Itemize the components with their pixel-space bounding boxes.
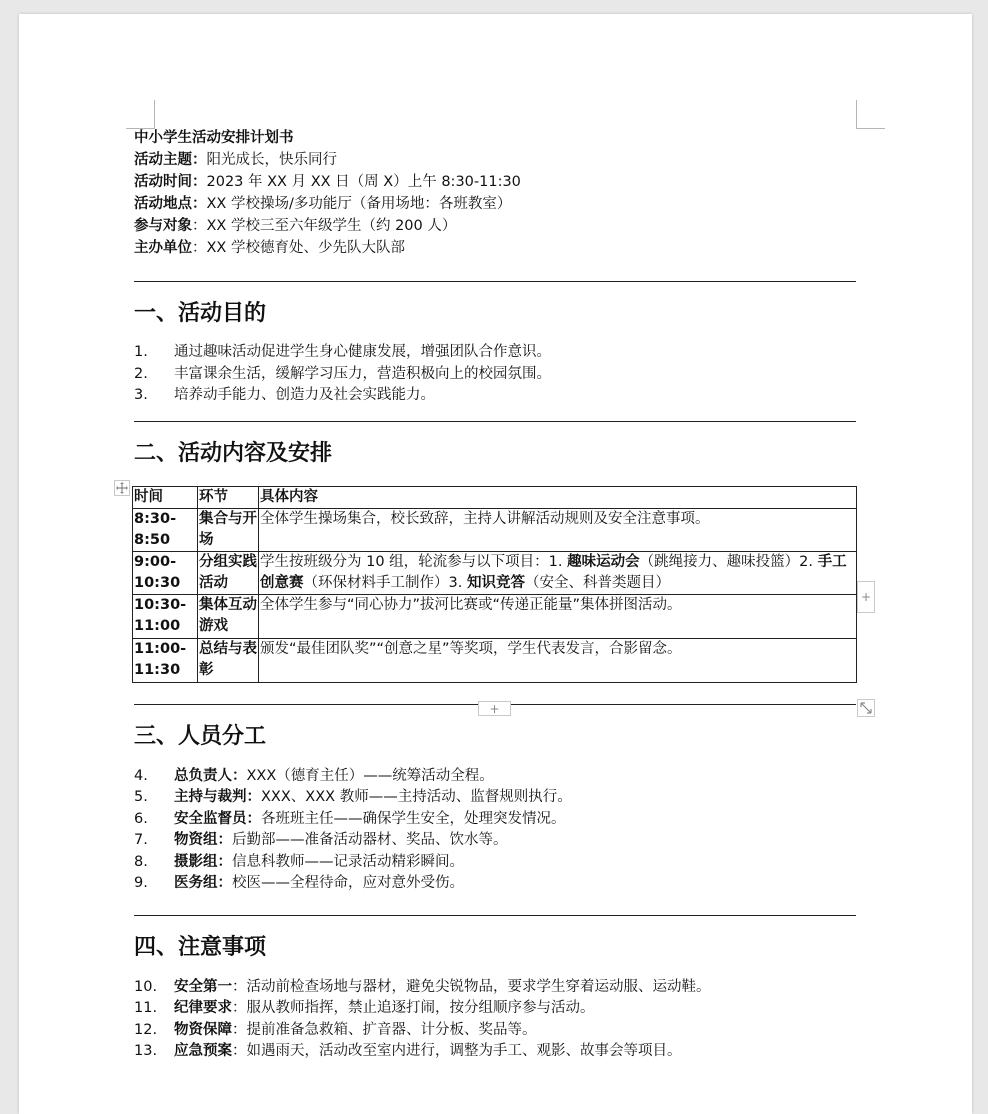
header-stage: 环节 xyxy=(198,486,259,508)
cell-content[interactable]: 全体学生参与“同心协力”拔河比赛或“传递正能量”集体拼图活动。 xyxy=(259,594,857,638)
cell-time[interactable]: 8:30-8:50 xyxy=(133,508,198,551)
section-heading-schedule: 二、活动内容及安排 xyxy=(134,439,333,466)
cell-stage[interactable]: 集合与开场 xyxy=(198,508,259,551)
list-item: 10. 安全第一：活动前检查场地与器材，避免尖锐物品，要求学生穿着运动服、运动鞋。 xyxy=(134,978,711,995)
header-time: 时间 xyxy=(133,486,198,508)
move-icon[interactable] xyxy=(114,480,130,496)
table-row[interactable] xyxy=(133,594,857,638)
document-page[interactable] xyxy=(19,14,972,1114)
info-label: 活动主题 xyxy=(134,152,192,168)
info-row-participants: 参与对象：XX 学校三至六年级学生（约 200 人） xyxy=(134,218,457,234)
cell-time[interactable]: 9:00-10:30 xyxy=(133,551,198,594)
document-body[interactable] xyxy=(134,127,856,1063)
list-item: 12. 物资保障：提前准备急救箱、扩音器、计分板、奖品等。 xyxy=(134,1021,537,1038)
notes-list xyxy=(134,977,856,1063)
add-row-plus-icon[interactable]: + xyxy=(478,701,511,716)
info-value: 2023 年 XX 月 XX 日（周 X）上午 8:30-11:30 xyxy=(206,174,521,190)
cell-stage[interactable]: 总结与表彰 xyxy=(198,638,259,682)
table-row[interactable] xyxy=(133,638,857,682)
info-value: XX 学校操场/多功能厅（备用场地：各班教室） xyxy=(206,196,512,212)
cell-content[interactable]: 全体学生操场集合，校长致辞，主持人讲解活动规则及安全注意事项。 xyxy=(259,508,857,551)
header-content: 具体内容 xyxy=(259,486,857,508)
horizontal-rule xyxy=(134,915,856,916)
margin-corner-top-right xyxy=(856,100,885,129)
section-heading-purpose: 一、活动目的 xyxy=(134,300,267,326)
info-value: XX 学校三至六年级学生（约 200 人） xyxy=(206,218,457,234)
info-label: 主办单位 xyxy=(134,240,192,256)
horizontal-rule xyxy=(134,421,856,422)
staff-list xyxy=(134,766,856,895)
info-value: XX 学校德育处、少先队大队部 xyxy=(206,240,405,256)
table-header-row xyxy=(133,486,857,508)
info-row-organizer: 主办单位：XX 学校德育处、少先队大队部 xyxy=(134,240,405,256)
info-label: 活动地点 xyxy=(134,196,192,212)
cell-stage[interactable]: 集体互动游戏 xyxy=(198,594,259,638)
list-item: 7. 物资组：后勤部——准备活动器材、奖品、饮水等。 xyxy=(134,832,508,848)
cell-content[interactable]: 学生按班级分为 10 组，轮流参与以下项目：1. 趣味运动会（跳绳接力、趣味投篮）2. 手工创意赛（环保材料手工制作）3. 知识竞答（安全、科普类题目） xyxy=(259,551,857,594)
list-item: 3. 培养动手能力、创造力及社会实践能力。 xyxy=(134,387,435,403)
table-row[interactable] xyxy=(133,551,857,594)
list-item: 2. 丰富课余生活，缓解学习压力，营造积极向上的校园氛围。 xyxy=(134,365,551,382)
schedule-table[interactable] xyxy=(132,486,857,683)
list-item: 1. 通过趣味活动促进学生身心健康发展，增强团队合作意识。 xyxy=(134,344,551,360)
list-item: 13. 应急预案：如遇雨天，活动改至室内进行，调整为手工、观影、故事会等项目。 xyxy=(134,1043,682,1059)
resize-icon[interactable] xyxy=(857,699,875,717)
info-label: 参与对象 xyxy=(134,218,192,234)
info-value: 阳光成长，快乐同行 xyxy=(206,152,337,168)
margin-corner-top-left xyxy=(126,100,155,129)
list-item: 8. 摄影组：信息科教师——记录活动精彩瞬间。 xyxy=(134,853,464,870)
info-row-theme: 活动主题：阳光成长，快乐同行 xyxy=(134,152,337,168)
purpose-list xyxy=(134,342,856,407)
cell-content[interactable]: 颁发“最佳团队奖”“创意之星”等奖项，学生代表发言，合影留念。 xyxy=(259,638,857,682)
add-column-plus-icon[interactable]: + xyxy=(857,581,875,613)
cell-time[interactable]: 10:30-11:00 xyxy=(133,594,198,638)
section-heading-notes: 四、注意事项 xyxy=(134,933,267,960)
document-header-info xyxy=(134,127,856,259)
section-heading-staff: 三、人员分工 xyxy=(134,722,267,749)
cell-time[interactable]: 11:00-11:30 xyxy=(133,638,198,682)
list-item: 5. 主持与裁判：XXX、XXX 教师——主持活动、监督规则执行。 xyxy=(134,789,572,805)
list-item: 9. 医务组：校医——全程待命，应对意外受伤。 xyxy=(134,875,464,891)
list-item: 6. 安全监督员：各班班主任——确保学生安全，处理突发情况。 xyxy=(134,810,566,827)
cell-stage[interactable]: 分组实践活动 xyxy=(198,551,259,594)
list-item: 4. 总负责人：XXX（德育主任）——统筹活动全程。 xyxy=(134,767,494,784)
list-item: 11. 纪律要求：服从教师指挥，禁止追逐打闹，按分组顺序参与活动。 xyxy=(134,1000,595,1016)
info-row-location: 活动地点：XX 学校操场/多功能厅（备用场地：各班教室） xyxy=(134,196,512,212)
info-row-time: 活动时间：2023 年 XX 月 XX 日（周 X）上午 8:30-11:30 xyxy=(134,174,521,190)
info-label: 活动时间 xyxy=(134,174,192,190)
table-row[interactable] xyxy=(133,508,857,551)
doc-title: 中小学生活动安排计划书 xyxy=(134,130,294,146)
horizontal-rule xyxy=(134,281,856,282)
